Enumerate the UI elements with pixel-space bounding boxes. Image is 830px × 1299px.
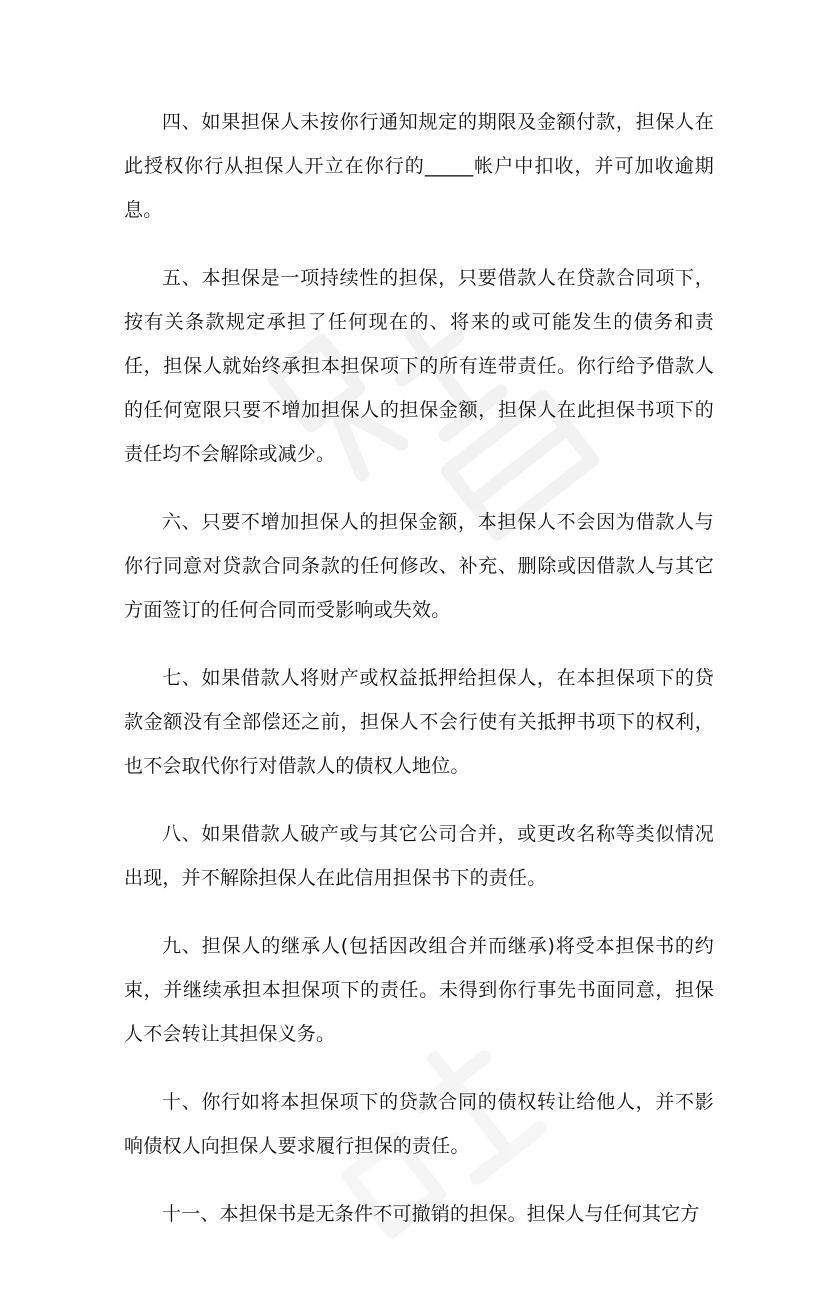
clause-8: 八、如果借款人破产或与其它公司合并，或更改名称等类似情况出现，并不解除担保人在此信用担保书下的责任。 — [124, 823, 714, 889]
clause-6: 六、只要不增加担保人的担保金额，本担保人不会因为借款人与你行同意对贷款合同条款的任何修改、补充、删除或因借款人与其它方面签订的任何合同而受影响或失效。 — [124, 511, 714, 621]
clause-11: 十一、本担保书是无条件不可撤销的担保。担保人与任何其它方 — [162, 1203, 700, 1225]
document-body — [124, 100, 714, 1260]
clause-9: 九、担保人的继承人(包括因改组合并而继承)将受本担保书的约束，并继续承担本担保项下的责任。未得到你行事先书面同意，担保人不会转让其担保义务。 — [124, 935, 714, 1045]
clause-5: 五、本担保是一项持续性的担保，只要借款人在贷款合同项下，按有关条款规定承担了任何现在的、将来的或可能发生的债务和责任，担保人就始终承担本担保项下的所有连带责任。你行给予借款人的任何宽限只要不增加担保人的担保金额，担保人在此担保书项下的责任均不会解除或减少。 — [124, 267, 714, 465]
clause-4: 四、如果担保人未按你行通知规定的期限及金额付款，担保人在此授权你行从担保人开立在你行的_____帐户中扣收，并可加收逾期息。 — [124, 111, 714, 221]
clause-10: 十、你行如将本担保项下的贷款合同的债权转让给他人，并不影响债权人向担保人要求履行担保的责任。 — [124, 1091, 714, 1157]
clause-7: 七、如果借款人将财产或权益抵押给担保人，在本担保项下的贷款金额没有全部偿还之前，担保人不会行使有关抵押书项下的权利，也不会取代你行对借款人的债权人地位。 — [124, 667, 714, 777]
